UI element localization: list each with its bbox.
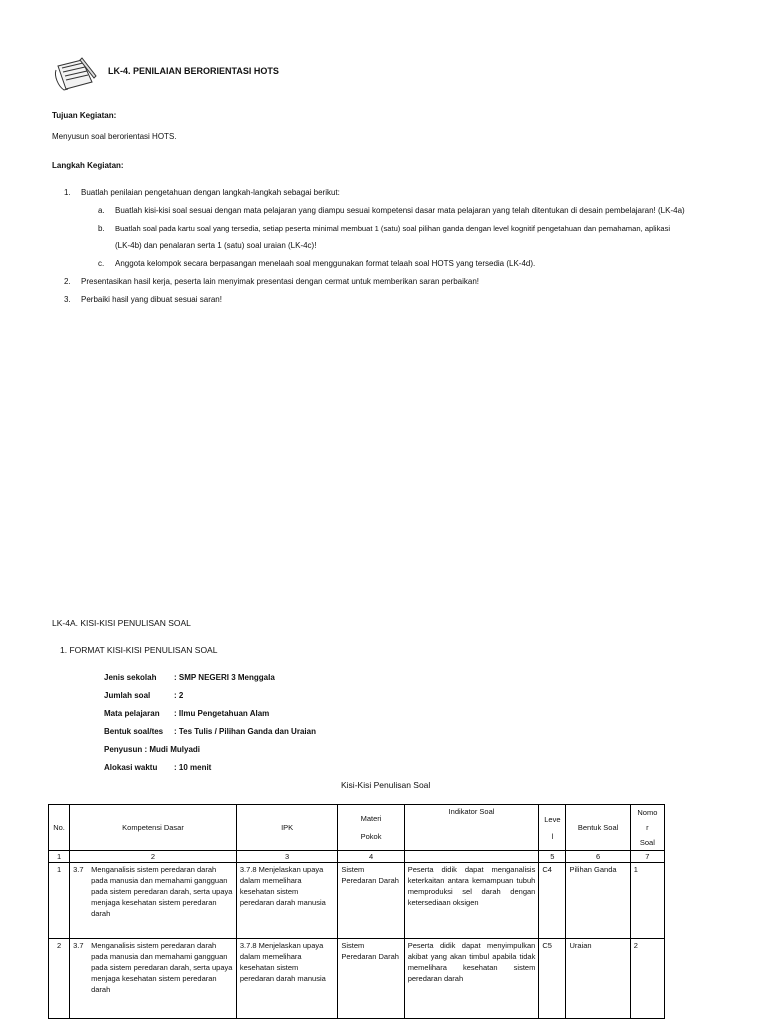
info-value: : 10 menit — [174, 763, 212, 772]
cell-indikator-soal: Peserta didik dapat menyimpulkan akibat yang akan timbul apabila tidak memelihara kesehatan sistem peredaran darah — [404, 939, 539, 1019]
header-ipk: IPK — [236, 805, 337, 851]
info-value: : 2 — [174, 691, 184, 700]
substep-number: c. — [98, 259, 105, 268]
info-key: Bentuk soal/tes — [104, 727, 164, 736]
column-number: 6 — [566, 851, 630, 863]
header-bentuk-soal: Bentuk Soal — [566, 805, 630, 851]
step-number: 1. — [64, 188, 71, 197]
cell-indikator-soal: Peserta didik dapat menganalisis keterkaitan antara kemampuan tubuh memproduksi sel darah dengan ketersediaan oksigen — [404, 863, 539, 939]
info-value: : SMP NEGERI 3 Menggala — [174, 673, 275, 682]
kd-text: Menganalisis sistem peredaran darah pada manusia dan memahami gangguan pada sistem peredaran darah, serta upaya menjaga kesehatan sistem peredaran darah — [91, 865, 233, 918]
kd-number: 3.7 — [73, 865, 84, 874]
substep-text-continued: (LK-4b) dan penalaran serta 1 (satu) soal uraian (LK-4c)! — [115, 241, 317, 250]
kd-number: 3.7 — [73, 941, 84, 950]
cell-nomor-soal: 1 — [630, 863, 664, 939]
section-title: LK-4A. KISI-KISI PENULISAN SOAL — [52, 618, 191, 628]
header-materi-pokok — [338, 805, 404, 851]
cell-ipk: 3.7.8 Menjelaskan upaya dalam memelihara kesehatan sistem peredaran darah manusia — [236, 863, 337, 939]
header-nomor-line: r — [646, 823, 649, 832]
step-text: Buatlah penilaian pengetahuan dengan langkah-langkah sebagai berikut: — [81, 188, 340, 197]
cell-no: 1 — [49, 863, 70, 939]
tujuan-text: Menyusun soal berorientasi HOTS. — [52, 132, 177, 141]
info-row — [104, 691, 183, 700]
langkah-heading: Langkah Kegiatan: — [52, 161, 124, 170]
step-text: Perbaiki hasil yang dibuat sesuai saran! — [81, 295, 222, 304]
column-number — [404, 851, 539, 863]
header-nomor-line: Soal — [639, 838, 655, 847]
column-number-row — [49, 851, 665, 863]
header-level-line: Leve — [544, 814, 561, 824]
column-number: 5 — [539, 851, 566, 863]
step-number: 2. — [64, 277, 71, 286]
substep-text: Buatlah soal pada kartu soal yang tersedia, setiap peserta minimal membuat 1 (satu) soal pilihan ganda dengan level kognitif pengetahuan dan pemahaman, aplikasi — [115, 224, 671, 233]
cell-bentuk-soal: Pilihan Ganda — [566, 863, 630, 939]
column-number: 3 — [236, 851, 337, 863]
kd-text: Menganalisis sistem peredaran darah pada manusia dan memahami gangguan pada sistem peredaran darah, serta upaya menjaga kesehatan sistem peredaran darah — [91, 941, 233, 994]
info-key: Jenis sekolah — [104, 673, 157, 682]
substep-text: Anggota kelompok secara berpasangan menelaah soal menggunakan format telaah soal HOTS yang tersedia (LK-4d). — [115, 259, 536, 268]
step-number: 3. — [64, 295, 71, 304]
info-key: Alokasi waktu — [104, 763, 158, 772]
substep-number: b. — [98, 224, 105, 233]
table-row — [49, 939, 665, 1019]
header-materi-line: Materi — [360, 814, 382, 823]
kisi-kisi-table — [48, 804, 665, 1019]
section-subtitle: 1. FORMAT KISI-KISI PENULISAN SOAL — [60, 645, 218, 655]
table-row — [49, 863, 665, 939]
substep-text: Buatlah kisi-kisi soal sesuai dengan mata pelajaran yang diampu sesuai kompetensi dasar mata pelajaran yang telah ditentukan di desain pembelajaran! (LK-4a) — [115, 206, 685, 215]
header-kompetensi-dasar: Kompetensi Dasar — [70, 805, 237, 851]
cell-level: C5 — [539, 939, 566, 1019]
info-row — [104, 745, 200, 754]
cell-nomor-soal: 2 — [630, 939, 664, 1019]
info-row — [104, 709, 269, 718]
table-header-row — [49, 805, 665, 851]
header-nomor-soal — [630, 805, 664, 851]
header-materi-line: Pokok — [360, 832, 382, 841]
table-caption: Kisi-Kisi Penulisan Soal — [341, 780, 431, 790]
header-no: No. — [49, 805, 70, 851]
info-key: Penyusun : Mudi Mulyadi — [104, 745, 201, 754]
cell-bentuk-soal: Uraian — [566, 939, 630, 1019]
info-row — [104, 727, 316, 736]
cell-kompetensi-dasar — [70, 939, 237, 1019]
header-level-line: l — [551, 831, 554, 841]
info-key: Mata pelajaran — [104, 709, 160, 718]
cell-materi-pokok: Sistem Peredaran Darah — [338, 939, 404, 1019]
info-value: : Tes Tulis / Pilihan Ganda dan Uraian — [174, 727, 316, 736]
info-row — [104, 763, 211, 772]
substep-number: a. — [98, 206, 105, 215]
cell-ipk: 3.7.8 Menjelaskan upaya dalam memelihara kesehatan sistem peredaran darah manusia — [236, 939, 337, 1019]
column-number: 2 — [70, 851, 237, 863]
column-number: 1 — [49, 851, 70, 863]
cell-kompetensi-dasar — [70, 863, 237, 939]
header-nomor-line: Nomo — [637, 808, 658, 817]
cell-no: 2 — [49, 939, 70, 1019]
cell-level: C4 — [539, 863, 566, 939]
info-key: Jumlah soal — [104, 691, 151, 700]
header-level — [539, 805, 566, 851]
column-number: 4 — [338, 851, 404, 863]
column-number: 7 — [630, 851, 664, 863]
info-value: : Ilmu Pengetahuan Alam — [174, 709, 270, 718]
cell-materi-pokok: Sistem Peredaran Darah — [338, 863, 404, 939]
document-pen-icon — [52, 56, 102, 92]
tujuan-heading: Tujuan Kegiatan: — [52, 111, 117, 120]
header-indikator-soal: Indikator Soal — [404, 805, 539, 851]
page-title: LK-4. PENILAIAN BERORIENTASI HOTS — [108, 66, 279, 76]
step-text: Presentasikan hasil kerja, peserta lain menyimak presentasi dengan cermat untuk memberikan saran perbaikan! — [81, 277, 479, 286]
info-row — [104, 673, 275, 682]
